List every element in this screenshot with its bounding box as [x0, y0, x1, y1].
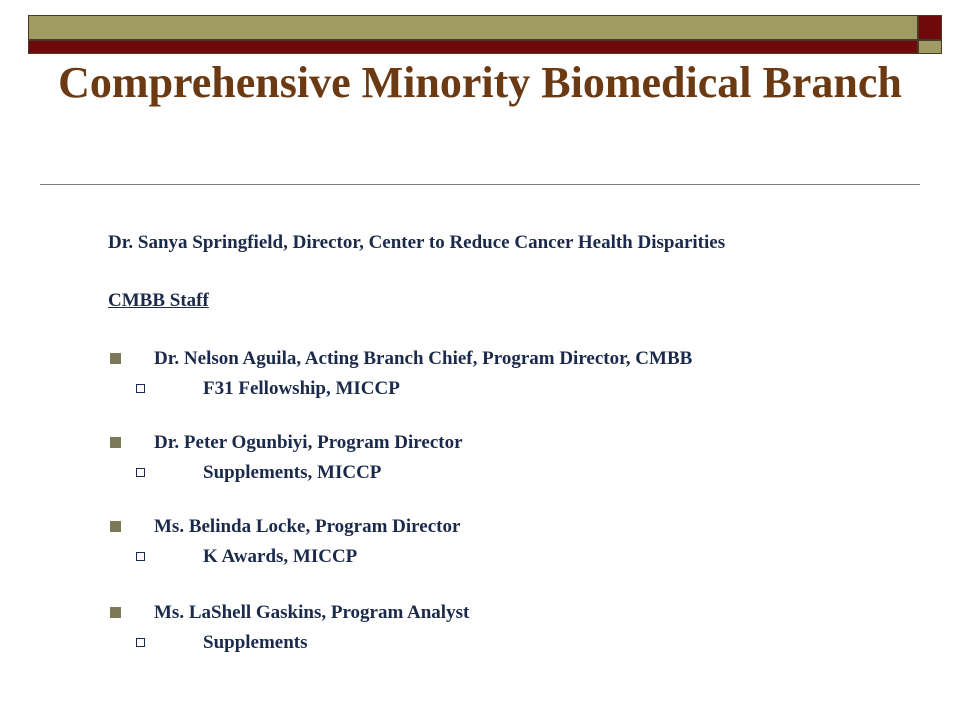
staff-heading: CMBB Staff — [108, 290, 209, 311]
slide-title: Comprehensive Minority Biomedical Branch — [58, 58, 902, 107]
header-square-olive — [918, 40, 942, 54]
hollow-square-bullet-icon — [136, 552, 145, 561]
staff-name: Ms. LaShell Gaskins, Program Analyst — [154, 602, 470, 623]
square-bullet-icon — [110, 521, 121, 532]
hollow-square-bullet-icon — [136, 384, 145, 393]
staff-role: Supplements — [203, 632, 308, 653]
header-square-maroon — [918, 15, 942, 40]
square-bullet-icon — [110, 437, 121, 448]
staff-name: Ms. Belinda Locke, Program Director — [154, 516, 461, 537]
staff-name: Dr. Nelson Aguila, Acting Branch Chief, Program Director, CMBB — [154, 348, 693, 369]
staff-role: F31 Fellowship, MICCP — [203, 378, 400, 399]
square-bullet-icon — [110, 607, 121, 618]
title-divider — [40, 184, 920, 185]
staff-role: K Awards, MICCP — [203, 546, 358, 567]
square-bullet-icon — [110, 353, 121, 364]
staff-role: Supplements, MICCP — [203, 462, 382, 483]
header-bar-olive — [28, 15, 918, 40]
director-line: Dr. Sanya Springfield, Director, Center to Reduce Cancer Health Disparities — [108, 232, 726, 253]
staff-name: Dr. Peter Ogunbiyi, Program Director — [154, 432, 463, 453]
hollow-square-bullet-icon — [136, 638, 145, 647]
hollow-square-bullet-icon — [136, 468, 145, 477]
header-bar-maroon — [28, 40, 918, 54]
